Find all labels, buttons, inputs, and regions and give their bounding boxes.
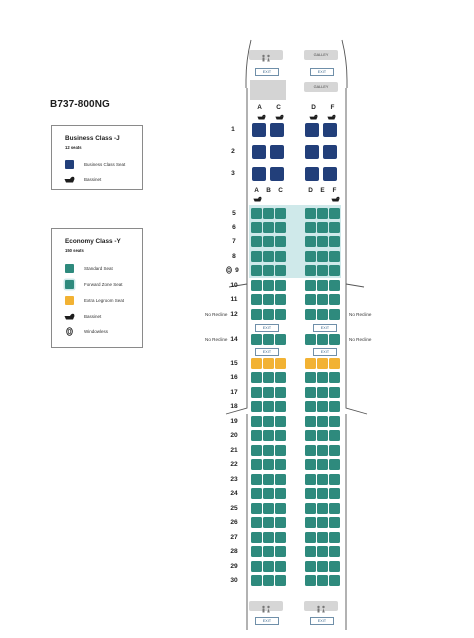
standard-seat[interactable] (275, 294, 286, 305)
standard-seat[interactable] (275, 430, 286, 441)
business-col-c: C (276, 104, 281, 111)
standard-seat[interactable] (251, 416, 262, 427)
standard-seat[interactable] (251, 334, 262, 345)
economy-col-f: F (332, 187, 337, 194)
standard-seat[interactable] (263, 561, 274, 572)
business-seat[interactable] (270, 167, 284, 181)
front-galley-2: GALLEY (304, 82, 338, 92)
bassinet-icon (331, 196, 340, 202)
rear-lavatory-right (304, 601, 338, 611)
standard-seat[interactable] (329, 280, 340, 291)
standard-seat[interactable] (329, 372, 340, 383)
row-number: 7 (232, 238, 236, 245)
standard-seat[interactable] (305, 459, 316, 470)
standard-seat[interactable] (329, 532, 340, 543)
standard-seat[interactable] (251, 561, 262, 572)
forward-zone-seat[interactable] (275, 236, 286, 247)
row-number: 30 (230, 577, 238, 584)
forward-zone-seat[interactable] (329, 208, 340, 219)
forward-zone-seat[interactable] (305, 251, 316, 262)
standard-seat[interactable] (275, 474, 286, 485)
bassinet-icon (257, 114, 266, 120)
business-seat[interactable] (323, 145, 337, 159)
forward-zone-seat[interactable] (317, 208, 328, 219)
lavatory-icon (304, 604, 338, 614)
front-right-exit: EXIT (310, 68, 334, 76)
lavatory-icon (249, 53, 283, 63)
standard-seat[interactable] (317, 401, 328, 412)
standard-seat-label: Standard Seat (84, 266, 113, 271)
business-seat[interactable] (323, 167, 337, 181)
row-number: 1 (231, 126, 235, 133)
economy-col-a: A (254, 187, 259, 194)
standard-seat[interactable] (275, 488, 286, 499)
standard-seat[interactable] (251, 459, 262, 470)
business-seat[interactable] (323, 123, 337, 137)
standard-seat[interactable] (317, 430, 328, 441)
forward-zone-seat[interactable] (305, 265, 316, 276)
standard-seat[interactable] (263, 387, 274, 398)
standard-seat[interactable] (275, 503, 286, 514)
standard-seat[interactable] (329, 546, 340, 557)
standard-seat[interactable] (305, 294, 316, 305)
row-number: 2 (231, 148, 235, 155)
overwing-exit-right-1: EXIT (313, 324, 337, 332)
forward-zone-seat-label: Forward Zone Seat (84, 282, 123, 287)
front-closet (250, 80, 286, 100)
forward-zone-seat[interactable] (275, 208, 286, 219)
forward-zone-seat[interactable] (329, 222, 340, 233)
standard-seat[interactable] (329, 575, 340, 586)
rear-left-exit: EXIT (255, 617, 279, 625)
standard-seat[interactable] (317, 575, 328, 586)
business-col-d: D (311, 104, 316, 111)
standard-seat[interactable] (305, 445, 316, 456)
standard-seat[interactable] (275, 532, 286, 543)
row-number: 6 (232, 224, 236, 231)
standard-seat[interactable] (275, 459, 286, 470)
front-lavatory (249, 50, 283, 60)
standard-seat[interactable] (317, 488, 328, 499)
standard-seat[interactable] (329, 334, 340, 345)
extra-legroom-seat[interactable] (329, 358, 340, 369)
extra-legroom-seat-label: Extra Legroom Seat (84, 298, 125, 303)
standard-seat[interactable] (251, 575, 262, 586)
forward-zone-seat[interactable] (305, 208, 316, 219)
business-seat[interactable] (270, 145, 284, 159)
standard-seat[interactable] (329, 517, 340, 528)
standard-seat[interactable] (329, 488, 340, 499)
row-number: 9 (235, 267, 239, 274)
row-number: 10 (230, 282, 238, 289)
standard-seat[interactable] (317, 517, 328, 528)
standard-seat[interactable] (329, 445, 340, 456)
business-seat[interactable] (305, 167, 319, 181)
standard-seat[interactable] (275, 517, 286, 528)
economy-col-d: D (308, 187, 313, 194)
standard-seat[interactable] (263, 430, 274, 441)
standard-seat[interactable] (251, 474, 262, 485)
standard-seat[interactable] (275, 561, 286, 572)
row-number: 29 (230, 563, 238, 570)
standard-seat[interactable] (317, 546, 328, 557)
business-seat[interactable] (305, 123, 319, 137)
bassinet-label: Bassinet (84, 314, 102, 319)
standard-seat[interactable] (263, 575, 274, 586)
standard-seat[interactable] (251, 372, 262, 383)
standard-seat[interactable] (305, 309, 316, 320)
standard-seat[interactable] (329, 503, 340, 514)
business-seat[interactable] (252, 145, 266, 159)
business-seat[interactable] (252, 123, 266, 137)
standard-seat[interactable] (251, 546, 262, 557)
row-number: 26 (230, 519, 238, 526)
forward-zone-seat[interactable] (329, 236, 340, 247)
row-number: 12 (230, 311, 238, 318)
forward-zone-seat[interactable] (263, 265, 274, 276)
standard-seat[interactable] (263, 503, 274, 514)
extra-legroom-seat[interactable] (263, 358, 274, 369)
standard-seat[interactable] (263, 474, 274, 485)
forward-zone-seat[interactable] (275, 222, 286, 233)
standard-seat[interactable] (251, 401, 262, 412)
standard-seat[interactable] (317, 503, 328, 514)
business-legend-subtitle: 12 seats (65, 145, 82, 150)
forward-zone-seat[interactable] (263, 236, 274, 247)
business-seat[interactable] (252, 167, 266, 181)
standard-seat[interactable] (251, 430, 262, 441)
standard-seat[interactable] (305, 532, 316, 543)
standard-seat[interactable] (275, 372, 286, 383)
row-number: 3 (231, 170, 235, 177)
row-number: 8 (232, 253, 236, 260)
standard-seat[interactable] (263, 280, 274, 291)
standard-seat[interactable] (263, 309, 274, 320)
standard-seat[interactable] (263, 294, 274, 305)
standard-seat[interactable] (263, 546, 274, 557)
standard-seat[interactable] (263, 488, 274, 499)
economy-col-c: C (278, 187, 283, 194)
standard-seat[interactable] (305, 372, 316, 383)
row-number: 18 (230, 403, 238, 410)
row-number: 28 (230, 548, 238, 555)
standard-seat[interactable] (275, 334, 286, 345)
forward-zone-seat[interactable] (263, 222, 274, 233)
standard-seat[interactable] (275, 401, 286, 412)
standard-seat[interactable] (317, 387, 328, 398)
forward-zone-seat[interactable] (251, 236, 262, 247)
standard-seat[interactable] (275, 387, 286, 398)
no-recline-note: No Recline (205, 312, 228, 317)
no-recline-note: No Recline (205, 337, 228, 342)
standard-seat[interactable] (317, 280, 328, 291)
forward-zone-seat[interactable] (329, 265, 340, 276)
standard-seat[interactable] (263, 372, 274, 383)
no-recline-note: No Recline (349, 312, 372, 317)
no-recline-note: No Recline (349, 337, 372, 342)
business-seat-label: Business Class Seat (84, 162, 126, 167)
row-number: 17 (230, 389, 238, 396)
row-number: 27 (230, 534, 238, 541)
standard-seat[interactable] (263, 532, 274, 543)
standard-seat[interactable] (317, 561, 328, 572)
standard-seat[interactable] (305, 387, 316, 398)
standard-seat[interactable] (317, 532, 328, 543)
row-number: 5 (232, 210, 236, 217)
standard-seat[interactable] (305, 401, 316, 412)
extra-legroom-seat[interactable] (317, 358, 328, 369)
row-number: 22 (230, 461, 238, 468)
standard-seat[interactable] (305, 575, 316, 586)
economy-legend-subtitle: 150 seats (65, 248, 84, 253)
standard-seat[interactable] (329, 309, 340, 320)
standard-seat[interactable] (263, 416, 274, 427)
standard-seat[interactable] (275, 280, 286, 291)
forward-zone-seat[interactable] (263, 251, 274, 262)
standard-seat[interactable] (263, 459, 274, 470)
forward-zone-seat[interactable] (251, 265, 262, 276)
standard-seat[interactable] (251, 503, 262, 514)
bassinet-icon (275, 114, 284, 120)
standard-seat[interactable] (251, 387, 262, 398)
standard-seat[interactable] (251, 445, 262, 456)
business-col-f: F (330, 104, 335, 111)
forward-zone-seat[interactable] (305, 236, 316, 247)
row-number: 23 (230, 476, 238, 483)
standard-seat[interactable] (275, 416, 286, 427)
forward-zone-seat[interactable] (317, 236, 328, 247)
standard-seat[interactable] (251, 309, 262, 320)
bassinet-icon (309, 114, 318, 120)
standard-seat[interactable] (275, 546, 286, 557)
forward-zone-seat[interactable] (251, 222, 262, 233)
standard-seat[interactable] (305, 280, 316, 291)
standard-seat[interactable] (305, 503, 316, 514)
standard-seat[interactable] (305, 474, 316, 485)
standard-seat[interactable] (305, 561, 316, 572)
row-number: 16 (230, 374, 238, 381)
front-left-exit: EXIT (255, 68, 279, 76)
front-galley: GALLEY (304, 50, 338, 60)
forward-zone-seat[interactable] (263, 208, 274, 219)
row-number: 24 (230, 490, 238, 497)
windowless-label: Windowless (84, 329, 109, 334)
standard-seat[interactable] (329, 430, 340, 441)
standard-seat[interactable] (317, 372, 328, 383)
business-col-a: A (257, 104, 262, 111)
rear-lavatory-left (249, 601, 283, 611)
standard-seat[interactable] (251, 280, 262, 291)
standard-seat[interactable] (275, 309, 286, 320)
forward-zone-seat[interactable] (275, 265, 286, 276)
forward-zone-seat[interactable] (275, 251, 286, 262)
standard-seat[interactable] (329, 401, 340, 412)
forward-zone-seat[interactable] (317, 222, 328, 233)
forward-zone-seat[interactable] (305, 222, 316, 233)
standard-seat[interactable] (317, 445, 328, 456)
economy-col-e: E (320, 187, 325, 194)
standard-seat[interactable] (251, 294, 262, 305)
standard-seat[interactable] (317, 334, 328, 345)
row-number: 20 (230, 432, 238, 439)
standard-seat[interactable] (305, 546, 316, 557)
business-seat[interactable] (270, 123, 284, 137)
standard-seat[interactable] (275, 575, 286, 586)
standard-seat[interactable] (305, 416, 316, 427)
standard-seat[interactable] (317, 294, 328, 305)
row-number: 25 (230, 505, 238, 512)
extra-legroom-seat[interactable] (275, 358, 286, 369)
forward-zone-seat[interactable] (251, 208, 262, 219)
economy-legend-title: Economy Class -Y (65, 238, 121, 245)
forward-zone-seat[interactable] (251, 251, 262, 262)
standard-seat[interactable] (305, 430, 316, 441)
business-legend-title: Business Class -J (65, 135, 120, 142)
business-seat[interactable] (305, 145, 319, 159)
row-number: 21 (230, 447, 238, 454)
windowless-icon (226, 266, 232, 274)
standard-seat[interactable] (305, 334, 316, 345)
rear-right-exit: EXIT (310, 617, 334, 625)
extra-legroom-seat[interactable] (305, 358, 316, 369)
row-number: 19 (230, 418, 238, 425)
standard-seat[interactable] (329, 474, 340, 485)
standard-seat[interactable] (251, 488, 262, 499)
standard-seat[interactable] (263, 517, 274, 528)
row-number: 14 (230, 336, 238, 343)
standard-seat[interactable] (305, 488, 316, 499)
standard-seat[interactable] (263, 334, 274, 345)
standard-seat[interactable] (329, 416, 340, 427)
overwing-exit-right-2: EXIT (313, 348, 337, 356)
extra-legroom-seat[interactable] (251, 358, 262, 369)
standard-seat[interactable] (317, 309, 328, 320)
standard-seat[interactable] (329, 459, 340, 470)
standard-seat[interactable] (275, 445, 286, 456)
standard-seat[interactable] (329, 387, 340, 398)
standard-seat[interactable] (317, 416, 328, 427)
forward-zone-seat[interactable] (317, 265, 328, 276)
standard-seat[interactable] (329, 561, 340, 572)
standard-seat[interactable] (329, 294, 340, 305)
standard-seat[interactable] (251, 517, 262, 528)
bassinet-icon (327, 114, 336, 120)
aircraft-title: B737-800NG (50, 99, 110, 110)
standard-seat[interactable] (263, 445, 274, 456)
standard-seat[interactable] (263, 401, 274, 412)
overwing-exit-left-1: EXIT (255, 324, 279, 332)
row-number: 15 (230, 360, 238, 367)
standard-seat[interactable] (305, 517, 316, 528)
row-number: 11 (230, 296, 238, 303)
standard-seat[interactable] (251, 532, 262, 543)
standard-seat[interactable] (317, 459, 328, 470)
economy-col-b: B (266, 187, 271, 194)
standard-seat[interactable] (317, 474, 328, 485)
forward-zone-seat[interactable] (329, 251, 340, 262)
overwing-exit-left-2: EXIT (255, 348, 279, 356)
forward-zone-seat[interactable] (317, 251, 328, 262)
bassinet-icon (253, 196, 262, 202)
lavatory-icon (249, 604, 283, 614)
bassinet-label: Bassinet (84, 177, 102, 182)
